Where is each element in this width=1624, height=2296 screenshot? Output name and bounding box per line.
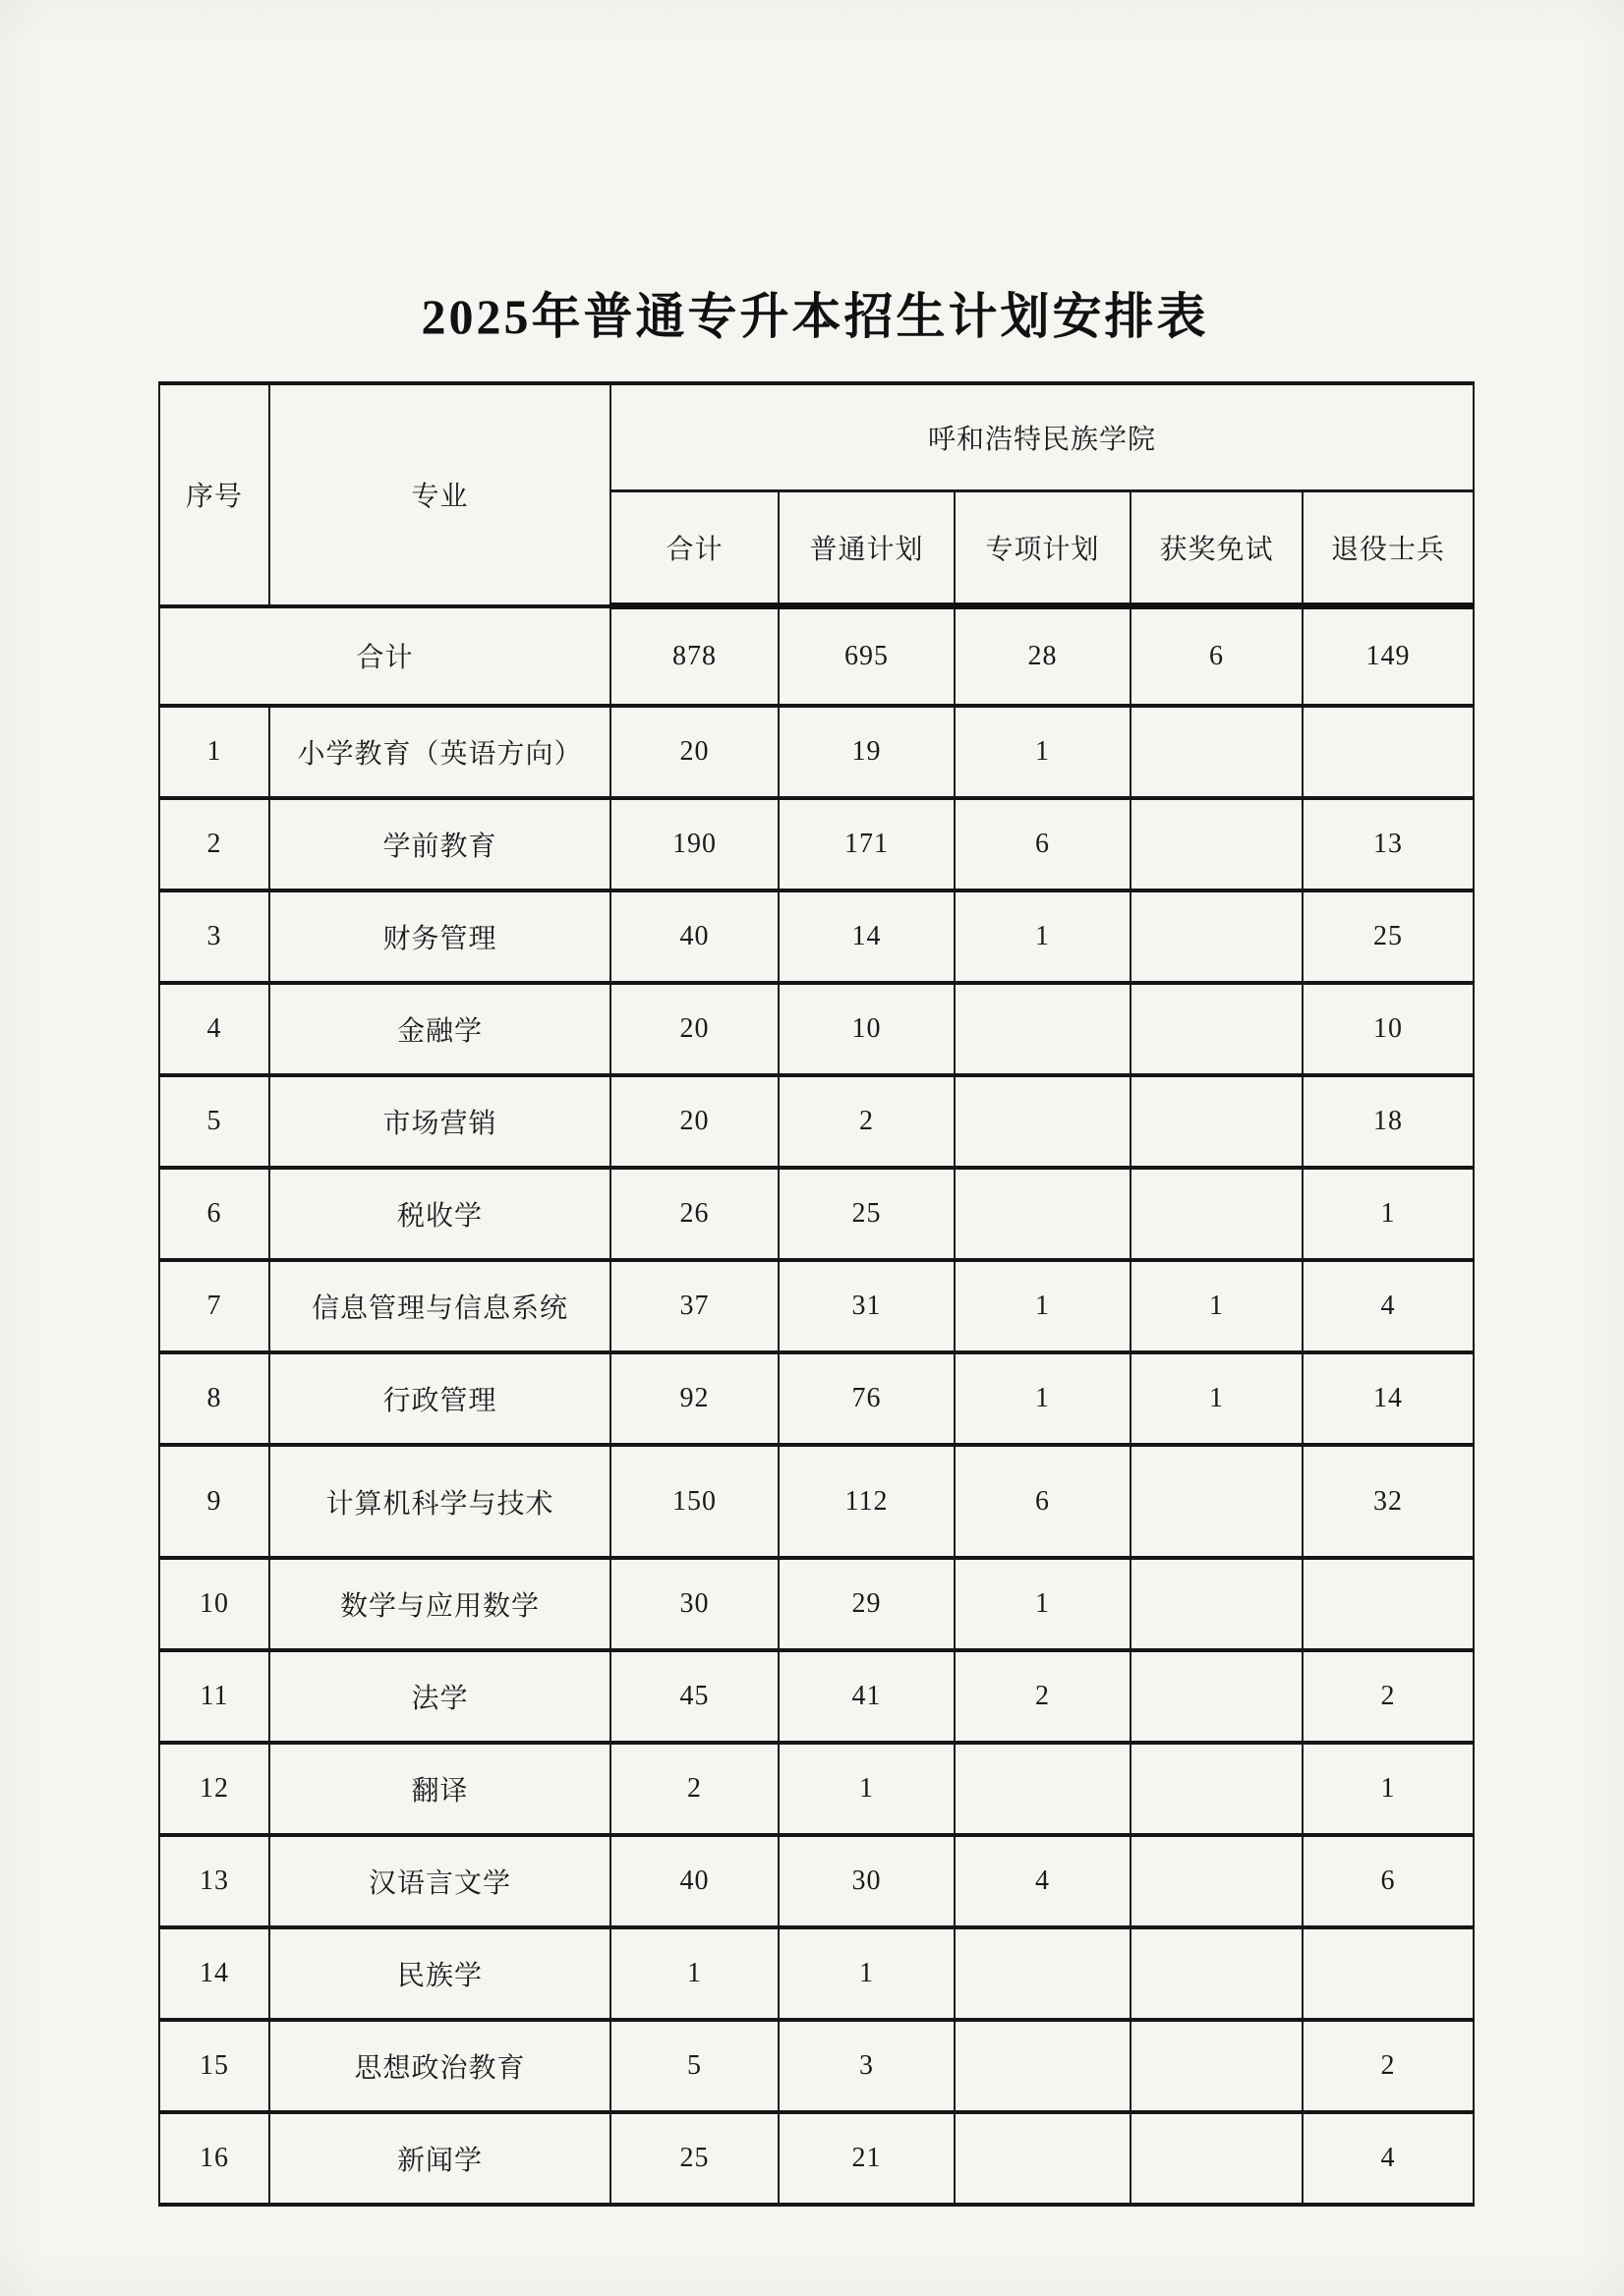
total-cell-veteran: 149	[1303, 606, 1474, 707]
table-row	[159, 2112, 1474, 2205]
cell-major: 学前教育	[269, 798, 610, 890]
cell-index: 8	[159, 1352, 269, 1445]
cell-regular-plan: 31	[779, 1260, 955, 1352]
cell-index: 16	[159, 2112, 269, 2205]
cell-index: 5	[159, 1075, 269, 1168]
cell-special-plan	[955, 2020, 1131, 2112]
cell-index: 11	[159, 1650, 269, 1743]
cell-total: 5	[610, 2020, 779, 2112]
cell-veteran: 10	[1303, 983, 1474, 1075]
cell-award-exempt	[1131, 798, 1303, 890]
table-row	[159, 1445, 1474, 1558]
cell-veteran: 4	[1303, 1260, 1474, 1352]
cell-index: 3	[159, 890, 269, 983]
cell-veteran: 2	[1303, 2020, 1474, 2112]
cell-regular-plan: 10	[779, 983, 955, 1075]
cell-regular-plan: 25	[779, 1168, 955, 1260]
column-header-college: 呼和浩特民族学院	[610, 383, 1474, 491]
cell-total: 2	[610, 1743, 779, 1835]
cell-index: 6	[159, 1168, 269, 1260]
table-row	[159, 890, 1474, 983]
cell-index: 9	[159, 1445, 269, 1558]
total-cell-special-plan: 28	[955, 606, 1131, 707]
cell-regular-plan: 1	[779, 1743, 955, 1835]
cell-total: 150	[610, 1445, 779, 1558]
table-row	[159, 1352, 1474, 1445]
cell-major: 数学与应用数学	[269, 1558, 610, 1650]
cell-index: 2	[159, 798, 269, 890]
cell-special-plan: 1	[955, 890, 1131, 983]
cell-veteran	[1303, 1927, 1474, 2020]
cell-total: 1	[610, 1927, 779, 2020]
column-header-veteran: 退役士兵	[1303, 491, 1474, 606]
cell-veteran: 14	[1303, 1352, 1474, 1445]
cell-award-exempt	[1131, 1445, 1303, 1558]
cell-special-plan: 1	[955, 1558, 1131, 1650]
table-row	[159, 1168, 1474, 1260]
cell-total: 45	[610, 1650, 779, 1743]
cell-index: 10	[159, 1558, 269, 1650]
cell-award-exempt	[1131, 1168, 1303, 1260]
cell-award-exempt	[1131, 890, 1303, 983]
cell-major: 民族学	[269, 1927, 610, 2020]
cell-veteran: 1	[1303, 1743, 1474, 1835]
cell-award-exempt	[1131, 706, 1303, 798]
cell-major: 翻译	[269, 1743, 610, 1835]
cell-regular-plan: 30	[779, 1835, 955, 1927]
table-row	[159, 798, 1474, 890]
cell-special-plan	[955, 1927, 1131, 2020]
total-row-label: 合计	[159, 606, 610, 707]
total-row	[159, 606, 1474, 707]
cell-regular-plan: 2	[779, 1075, 955, 1168]
cell-regular-plan: 3	[779, 2020, 955, 2112]
admission-plan-table	[158, 381, 1475, 2207]
total-cell-award-exempt: 6	[1131, 606, 1303, 707]
cell-award-exempt	[1131, 1835, 1303, 1927]
table-row	[159, 1260, 1474, 1352]
cell-special-plan	[955, 1168, 1131, 1260]
column-header-total: 合计	[610, 491, 779, 606]
cell-award-exempt: 1	[1131, 1352, 1303, 1445]
cell-major: 市场营销	[269, 1075, 610, 1168]
cell-total: 40	[610, 890, 779, 983]
cell-index: 13	[159, 1835, 269, 1927]
cell-veteran: 1	[1303, 1168, 1474, 1260]
cell-award-exempt	[1131, 1558, 1303, 1650]
cell-special-plan: 6	[955, 798, 1131, 890]
table-row	[159, 1650, 1474, 1743]
cell-special-plan	[955, 1743, 1131, 1835]
cell-award-exempt	[1131, 1927, 1303, 2020]
cell-regular-plan: 29	[779, 1558, 955, 1650]
table-row	[159, 1743, 1474, 1835]
table-row	[159, 1558, 1474, 1650]
cell-major: 新闻学	[269, 2112, 610, 2205]
cell-index: 14	[159, 1927, 269, 2020]
cell-veteran: 6	[1303, 1835, 1474, 1927]
table-row	[159, 983, 1474, 1075]
cell-veteran: 2	[1303, 1650, 1474, 1743]
cell-regular-plan: 76	[779, 1352, 955, 1445]
cell-regular-plan: 19	[779, 706, 955, 798]
cell-award-exempt	[1131, 2020, 1303, 2112]
cell-regular-plan: 171	[779, 798, 955, 890]
table-row	[159, 1927, 1474, 2020]
cell-total: 20	[610, 1075, 779, 1168]
cell-index: 4	[159, 983, 269, 1075]
table-row	[159, 706, 1474, 798]
cell-major: 信息管理与信息系统	[269, 1260, 610, 1352]
cell-award-exempt: 1	[1131, 1260, 1303, 1352]
cell-index: 12	[159, 1743, 269, 1835]
cell-special-plan: 1	[955, 1260, 1131, 1352]
cell-regular-plan: 21	[779, 2112, 955, 2205]
cell-special-plan: 1	[955, 1352, 1131, 1445]
document-title: 2025年普通专升本招生计划安排表	[421, 289, 1209, 344]
cell-special-plan: 4	[955, 1835, 1131, 1927]
cell-veteran: 13	[1303, 798, 1474, 890]
cell-major: 金融学	[269, 983, 610, 1075]
cell-veteran	[1303, 1558, 1474, 1650]
cell-total: 190	[610, 798, 779, 890]
cell-major: 税收学	[269, 1168, 610, 1260]
column-header-award-exempt: 获奖免试	[1131, 491, 1303, 606]
cell-index: 15	[159, 2020, 269, 2112]
cell-major: 思想政治教育	[269, 2020, 610, 2112]
table-row	[159, 1835, 1474, 1927]
cell-regular-plan: 41	[779, 1650, 955, 1743]
cell-total: 26	[610, 1168, 779, 1260]
cell-award-exempt	[1131, 983, 1303, 1075]
table-row	[159, 1075, 1474, 1168]
cell-veteran: 4	[1303, 2112, 1474, 2205]
cell-veteran: 32	[1303, 1445, 1474, 1558]
cell-veteran: 25	[1303, 890, 1474, 983]
column-header-regular-plan: 普通计划	[779, 491, 955, 606]
cell-major: 法学	[269, 1650, 610, 1743]
cell-major: 小学教育（英语方向）	[269, 706, 610, 798]
cell-total: 20	[610, 706, 779, 798]
cell-total: 40	[610, 1835, 779, 1927]
cell-special-plan	[955, 2112, 1131, 2205]
cell-regular-plan: 14	[779, 890, 955, 983]
cell-total: 30	[610, 1558, 779, 1650]
cell-major: 财务管理	[269, 890, 610, 983]
column-header-major: 专业	[269, 383, 610, 606]
cell-veteran: 18	[1303, 1075, 1474, 1168]
cell-total: 20	[610, 983, 779, 1075]
cell-major: 行政管理	[269, 1352, 610, 1445]
table-row	[159, 2020, 1474, 2112]
cell-award-exempt	[1131, 2112, 1303, 2205]
total-cell-regular-plan: 695	[779, 606, 955, 707]
column-header-index: 序号	[159, 383, 269, 606]
cell-special-plan: 1	[955, 706, 1131, 798]
cell-award-exempt	[1131, 1075, 1303, 1168]
cell-total: 25	[610, 2112, 779, 2205]
cell-major: 汉语言文学	[269, 1835, 610, 1927]
cell-index: 1	[159, 706, 269, 798]
cell-major: 计算机科学与技术	[269, 1445, 610, 1558]
cell-special-plan	[955, 1075, 1131, 1168]
cell-regular-plan: 112	[779, 1445, 955, 1558]
cell-award-exempt	[1131, 1650, 1303, 1743]
cell-index: 7	[159, 1260, 269, 1352]
column-header-special-plan: 专项计划	[955, 491, 1131, 606]
cell-regular-plan: 1	[779, 1927, 955, 2020]
cell-special-plan	[955, 983, 1131, 1075]
total-cell-total: 878	[610, 606, 779, 707]
cell-total: 37	[610, 1260, 779, 1352]
cell-award-exempt	[1131, 1743, 1303, 1835]
cell-special-plan: 6	[955, 1445, 1131, 1558]
cell-special-plan: 2	[955, 1650, 1131, 1743]
cell-veteran	[1303, 706, 1474, 798]
header-row-college	[159, 383, 1474, 491]
cell-total: 92	[610, 1352, 779, 1445]
